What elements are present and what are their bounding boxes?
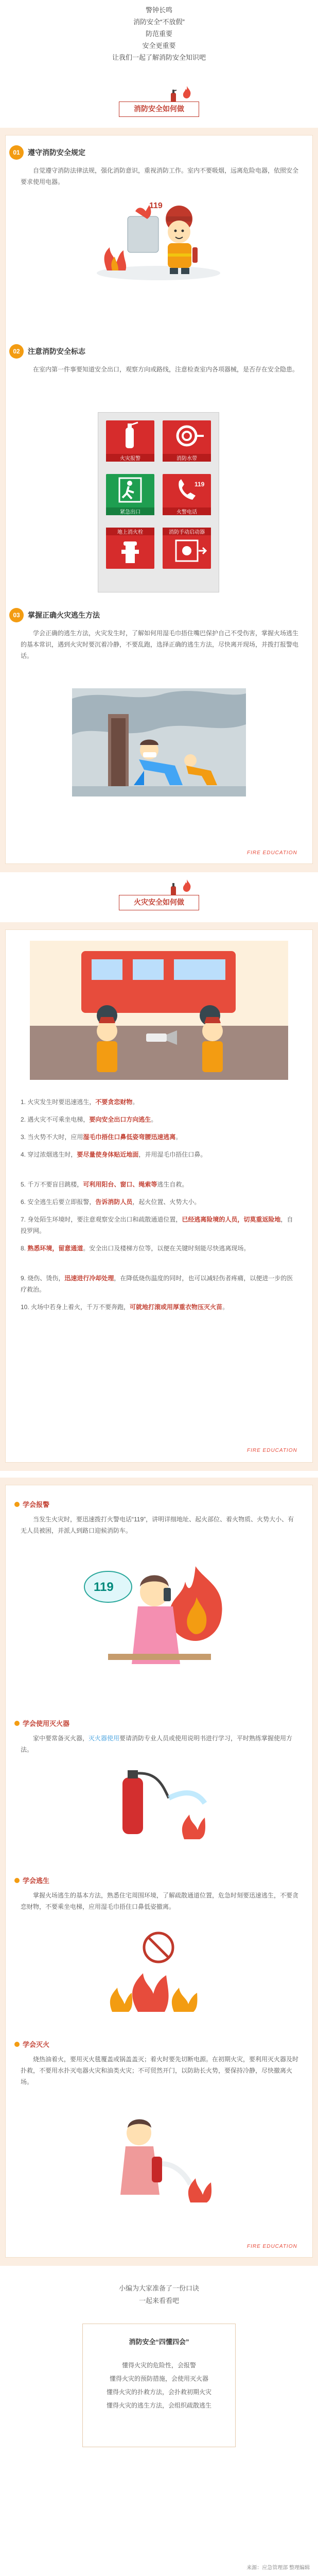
section-title-box (119, 101, 199, 117)
tip-title: 遵守消防安全规定 (28, 148, 85, 157)
subsection-heading (14, 1875, 49, 1885)
fire-extinguisher-icon (170, 89, 177, 103)
subsection-title: 学会逃生 (23, 1877, 50, 1885)
fire-phone-sign (163, 474, 211, 515)
manual-activator-sign (163, 528, 211, 569)
bullet-icon (14, 1502, 20, 1507)
poem-line: 懂得火灾的扑救方法，会扑救初期火灾 (106, 2388, 211, 2396)
rule-item: 8. 熟悉环境，留意通道。安全出口及楼梯方位等，以便在关键时刻能尽快逃离现场。 (21, 1245, 250, 1252)
svg-text:119: 119 (149, 201, 163, 210)
rule-item: 10. 火场中若身上着火，千万不要奔跑，可就地打滚或用厚重衣物压灭火苗。 (21, 1303, 229, 1311)
watermark-text: FIRE EDUCATION (247, 850, 297, 856)
fire-hydrant-sign (106, 528, 154, 569)
subsection-heading (14, 1499, 49, 1509)
outro-line: 小编为大家准备了一份口诀 (118, 2284, 199, 2292)
subsection-title: 学会报警 (23, 1501, 50, 1509)
flame-icon (181, 879, 192, 892)
sign-label: 地上消火栓 (106, 528, 154, 535)
sign-label: 火灾报警 (106, 454, 154, 462)
fire-hose-sign (163, 420, 211, 462)
tip-text: 在室内第一件事要知道安全出口，观察方向或路线，注意检查室内各项器械，是否存在安全隐患。 (33, 366, 299, 373)
escape-fire-illustration (107, 1927, 211, 2014)
section-title: 消防安全如何做 (134, 105, 184, 113)
subsection-text: 掌握火场逃生的基本方法，熟悉住宅周围环境，了解疏散通道位置，危急时刻要迅速逃生，不要贪恋财物，不要乘坐电梯，应用湿毛巾捂住口鼻低姿撤离。 (21, 1892, 299, 1910)
poem-line: 懂得火灾的危险性，会报警 (121, 2362, 196, 2369)
poem-line: 懂得火灾的逃生方法，会组织疏散逃生 (106, 2402, 211, 2409)
subsection-text: 当发生火灾时，要迅速拨打火警电话“119”，讲明详细地址、起火部位、着火物质、火势大小、有无人员被困，并派人到路口迎候消防车。 (21, 1516, 294, 1534)
subsection-text: 家中要常备灭火器，灭火器使用要请消防专业人员或使用说明书进行学习，平时熟练掌握使用方法。 (21, 1735, 293, 1753)
subsection-heading (14, 1718, 69, 1728)
section-title: 火灾安全如何做 (134, 898, 184, 906)
sign-label: 消防水带 (163, 454, 211, 462)
running-man-icon (106, 474, 154, 505)
tip-number: 03 (9, 608, 24, 622)
source-credit: 来源：应急管理部 整理编辑 (246, 2565, 310, 2571)
bullet-icon (14, 2042, 20, 2047)
fire-hose-icon (163, 420, 211, 451)
flame-icon (181, 86, 192, 99)
fire-extinguisher-icon (170, 882, 177, 896)
svg-text:119: 119 (195, 481, 205, 488)
subsection-title: 学会灭火 (23, 2041, 50, 2048)
rule-item: 1. 火灾发生时要迅速逃生，不要贪恋财物。 (21, 1098, 139, 1106)
rule-item: 7. 身处陌生环境时，要注意观察安全出口和疏散通道位置，已经逃离险境的人员，切莫重返险地，自投罗网。 (21, 1216, 293, 1234)
firefighter-illustration (92, 196, 226, 283)
sign-label: 紧急出口 (106, 507, 154, 515)
watermark-text: FIRE EDUCATION (247, 1448, 297, 1453)
rule-item: 4. 穿过浓烟逃生时，要尽量使身体贴近地面，并用湿毛巾捂住口鼻。 (21, 1151, 207, 1158)
tip-heading (9, 145, 85, 160)
outro-text (0, 2282, 318, 2307)
sign-label: 火警电话 (163, 507, 211, 515)
sign-label: 消防手动启动器 (163, 528, 211, 535)
watermark-text: FIRE EDUCATION (247, 2244, 297, 2249)
tip-title: 注意消防安全标志 (28, 347, 85, 355)
subsection-title: 学会使用灭火器 (23, 1720, 70, 1727)
rule-item: 6. 安全逃生后要立即报警，告诉消防人员，起火位置、火势大小。 (21, 1198, 201, 1206)
subsection-text: 烧热油着火，要用灭火毯覆盖或锅盖盖灭；着火时要先切断电源。在初期火灾，要利用灭火器及时扑救，不要用水扑灭电器火灾和油类火灾；不可贸然开门，以防助长火势，要保持冷静，尽快撤离火场。 (21, 2056, 299, 2086)
intro-line: 防范重要 (145, 30, 172, 38)
calling-119-illustration (77, 1551, 241, 1685)
section-title-box (119, 895, 199, 910)
svg-text:119: 119 (94, 1580, 114, 1594)
tip-title: 掌握正确火灾逃生方法 (28, 611, 100, 619)
rule-item: 5. 千万不要盲目跳楼，可利用阳台、窗口、绳索等逃生自救。 (21, 1181, 188, 1188)
extinguisher-use-illustration (107, 1767, 211, 1844)
push-button-icon (163, 535, 211, 566)
bullet-icon (14, 1721, 20, 1726)
intro-line: 消防安全“不放假” (133, 18, 185, 26)
intro-line: 警钟长鸣 (145, 6, 172, 14)
outro-line: 一起来看看吧 (138, 2297, 179, 2304)
poem-line: 懂得火灾的预防措施，会使用灭火器 (109, 2375, 208, 2382)
telephone-icon (163, 474, 211, 505)
tip-heading (9, 608, 100, 622)
fire-alarm-sign (106, 420, 154, 462)
tip-text: 学会正确的逃生方法，火灾发生时，了解如何用湿毛巾捂住嘴巴保护自己不受伤害，掌握火场逃生的基本常识，遇到火灾时要沉着冷静，不要乱跑，选择正确的逃生方法，尽快离开现场，并拨打报警电话。 (21, 630, 299, 659)
fire-safety-rules-list (21, 1096, 298, 1319)
poem-title: 消防安全“四懂四会” (129, 2338, 189, 2346)
emergency-exit-sign (106, 474, 154, 515)
subsection-heading (14, 2039, 49, 2049)
rule-item: 2. 遇火灾不可乘坐电梯，要向安全出口方向逃生。 (21, 1116, 157, 1123)
intro-line: 让我们一起了解消防安全知识吧 (112, 54, 206, 61)
extinguishing-illustration (103, 2107, 215, 2205)
fire-extinguisher-icon (106, 420, 154, 451)
rule-item: 3. 当火势不大时，应用湿毛巾捂住口鼻低姿弯腰迅速逃离。 (21, 1133, 182, 1141)
poem-card (82, 2324, 236, 2447)
tip-heading (9, 344, 85, 359)
escape-illustration (72, 688, 246, 796)
bullet-icon (14, 1878, 20, 1883)
tip-number: 01 (9, 145, 24, 160)
intro-line: 安全更重要 (142, 42, 176, 49)
hydrant-icon (106, 535, 154, 566)
poem-body (83, 2359, 235, 2412)
fire-truck-illustration (30, 941, 288, 1080)
tip-number: 02 (9, 344, 24, 359)
rule-item: 9. 烧伤、烫伤，迅速进行冷却处理，在降低烧伤温度的同时，也可以减轻伤者疼痛，以便进一步的医疗救治。 (21, 1275, 293, 1293)
tip-text: 自觉遵守消防法律法规，强化消防意识，重视消防工作。室内不要吸烟，远离危险电器，依照安全要求使用电器。 (21, 167, 299, 185)
